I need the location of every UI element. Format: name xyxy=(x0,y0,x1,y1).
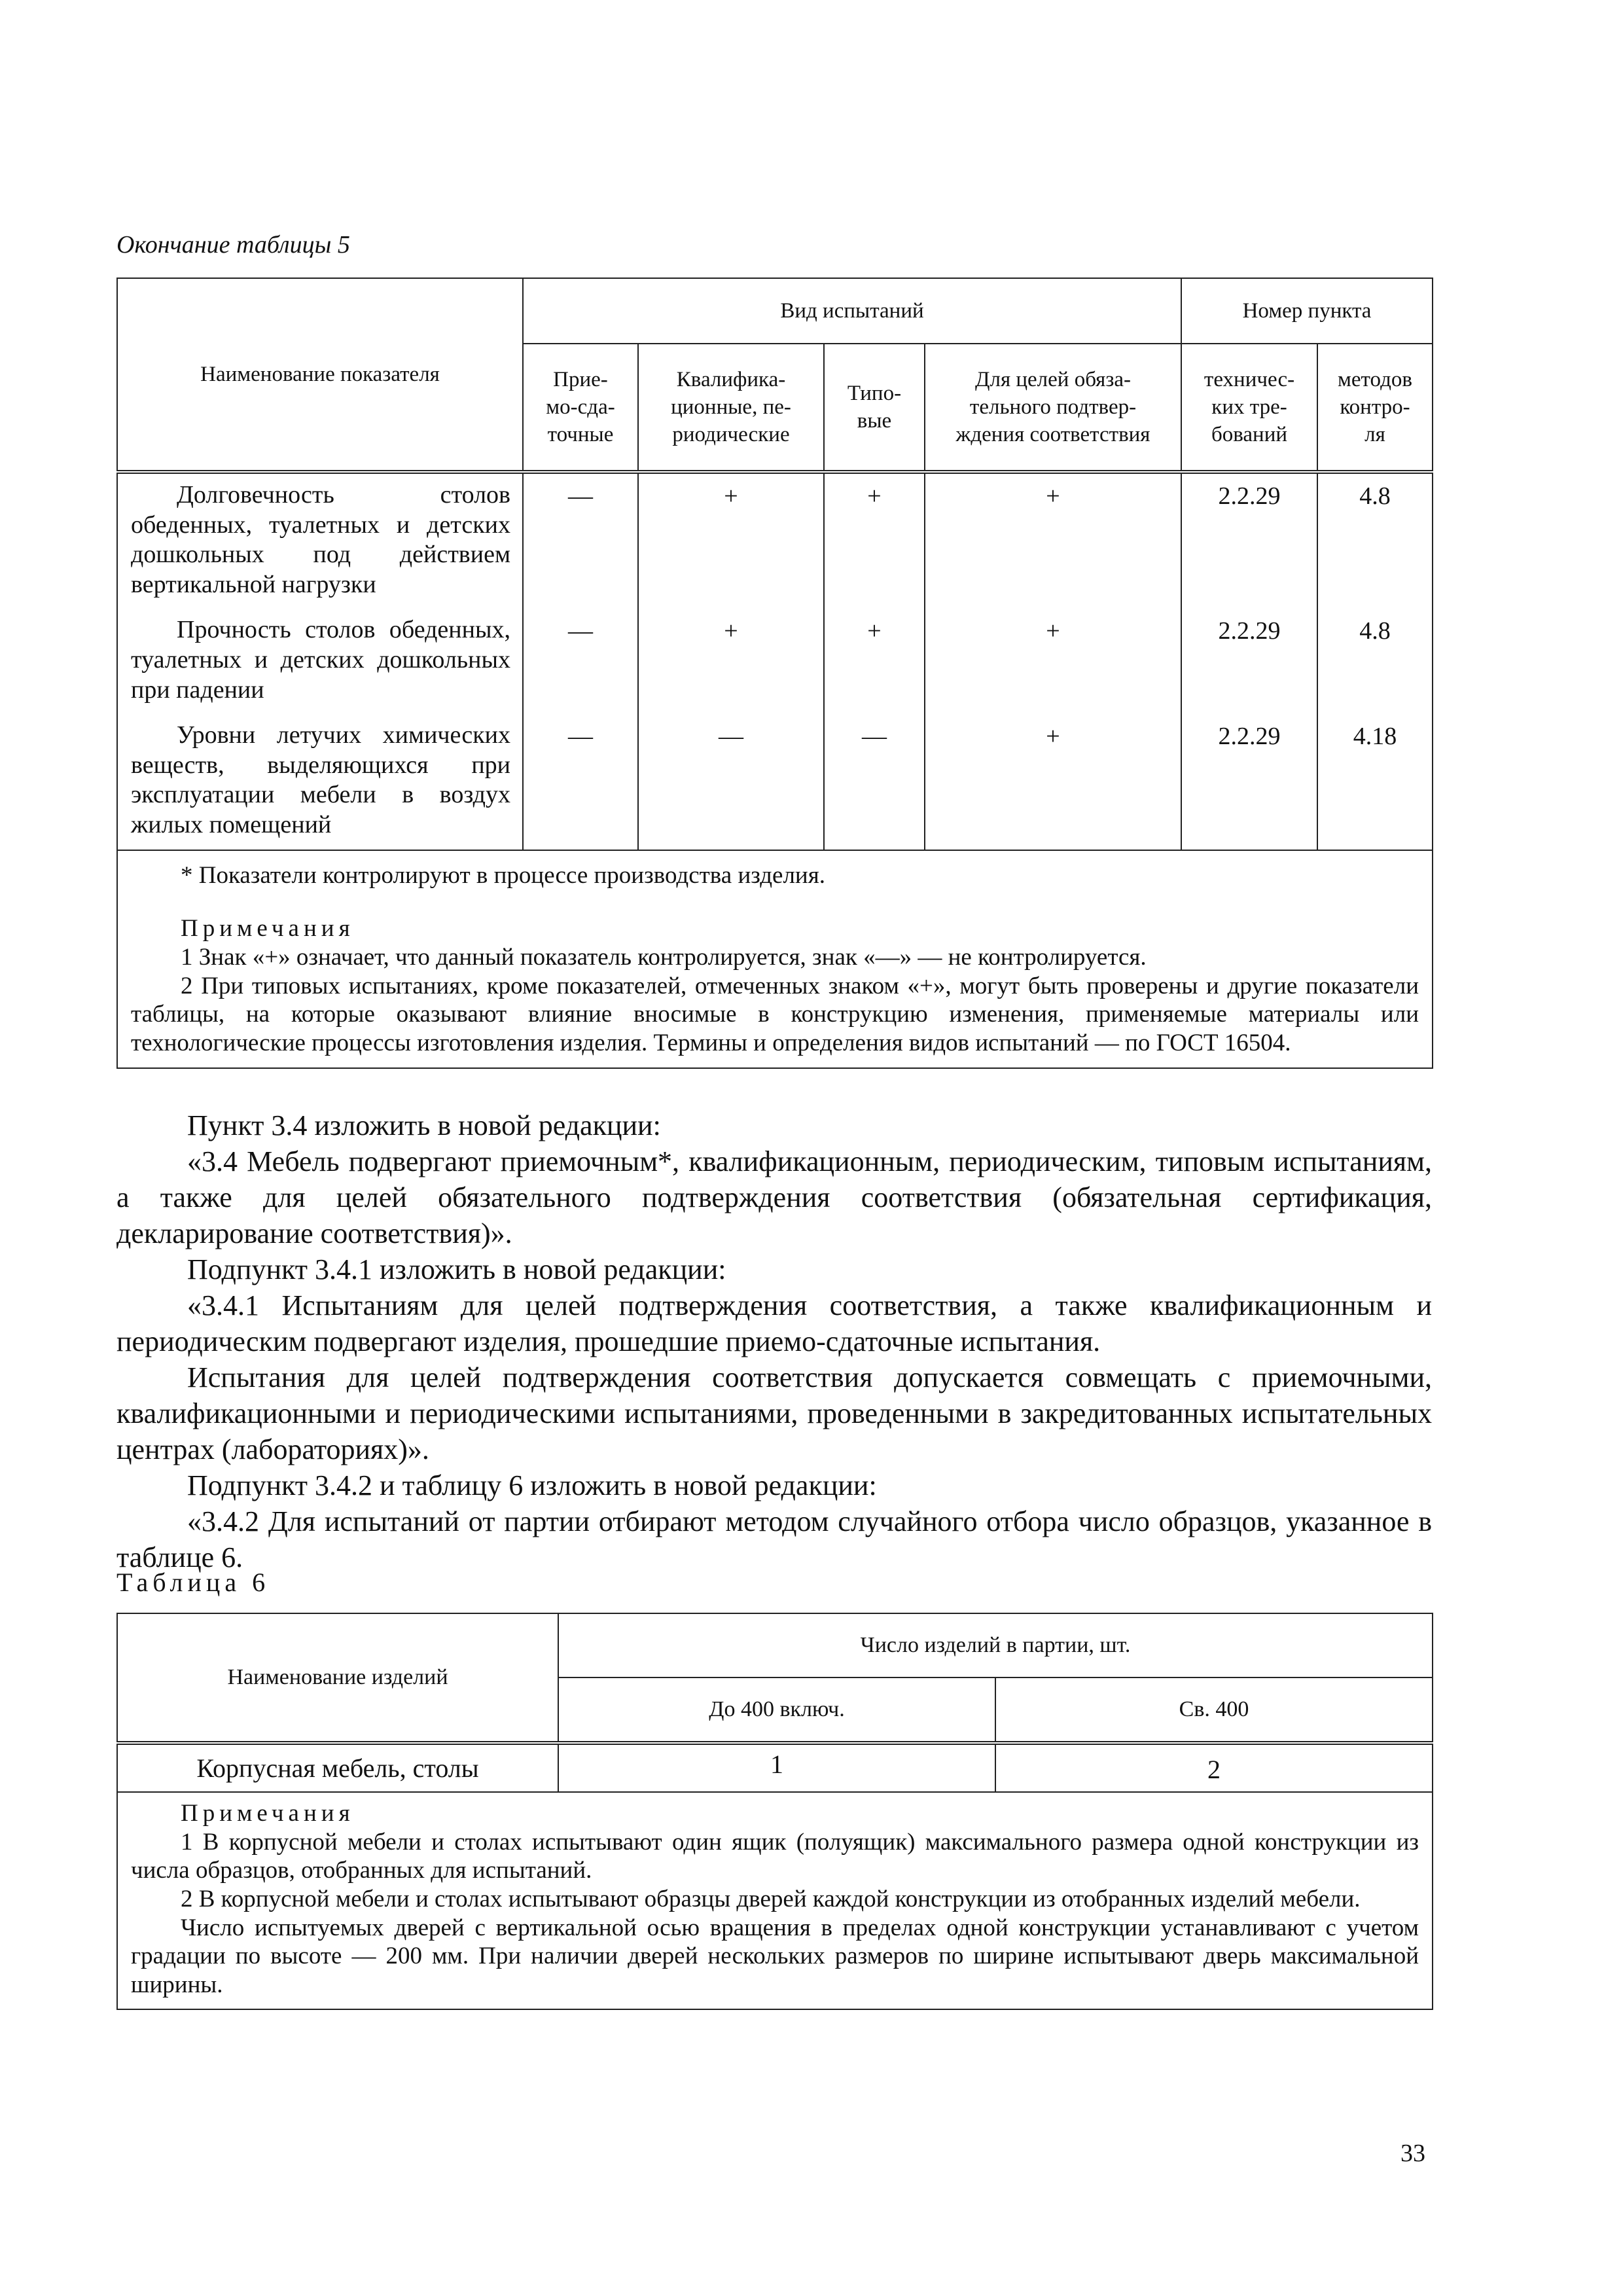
table6-notes xyxy=(117,1792,1433,2009)
row-name: Прочность столов обеденных, туалетных и детских дошкольных при падении xyxy=(131,616,510,704)
note-1: 1 Знак «+» означает, что данный показатель контролируется, знак «—» — не контролируется. xyxy=(181,943,1147,971)
paragraph: Пункт 3.4 изложить в новой редакции: xyxy=(187,1109,661,1141)
cell-typical: + xyxy=(824,472,925,609)
cell-qualification: + xyxy=(638,472,824,609)
body-text xyxy=(116,1107,1432,1575)
cell-qualification: — xyxy=(638,714,824,850)
header-acceptance: Прие- мо-сда- точные xyxy=(523,344,638,472)
paragraph: Испытания для целей подтверждения соответствия допускается совмещать с приемочными, квалификационными и периодическими испытаниями, проведенными в закредитованных испытательных центрах (лабораториях)». xyxy=(116,1361,1432,1465)
paragraph: «3.4.2 Для испытаний от партии отбирают методом случайного отбора число образцов, указанное в таблице 6. xyxy=(116,1505,1432,1573)
header-mandatory: Для целей обяза- тельного подтвер- ждения соответствия xyxy=(925,344,1181,472)
table-6 xyxy=(116,1613,1433,2010)
header-clause-number: Номер пункта xyxy=(1181,278,1433,344)
row-name: Корпусная мебель, столы xyxy=(117,1743,558,1792)
paragraph: Подпункт 3.4.2 и таблицу 6 изложить в новой редакции: xyxy=(187,1469,877,1501)
footnote: * Показатели контролируют в процессе производства изделия. xyxy=(181,861,825,889)
header-quantity-group: Число изделий в партии, шт. xyxy=(558,1613,1433,1677)
table5-caption: Окончание таблицы 5 xyxy=(116,231,350,259)
note-2: 2 В корпусной мебели и столах испытывают образцы дверей каждой конструкции из отобранных изделий мебели. xyxy=(181,1885,1361,1912)
cell-tech-req: 2.2.29 xyxy=(1181,472,1317,609)
cell-methods: 4.8 xyxy=(1317,609,1433,714)
cell-mandatory: + xyxy=(925,609,1181,714)
header-tech-req: техничес- ких тре- бований xyxy=(1181,344,1317,472)
header-test-type: Вид испытаний xyxy=(523,278,1181,344)
paragraph: «3.4 Мебель подвергают приемочным*, квалификационным, периодическим, типовым испытаниям, а также для целей обязательного подтверждения соответствия (обязательная сертификация, декларирование соответствия)». xyxy=(116,1145,1432,1249)
header-methods: методов контро- ля xyxy=(1317,344,1433,472)
cell-methods: 4.8 xyxy=(1317,472,1433,609)
cell-mandatory: + xyxy=(925,714,1181,850)
table5-notes xyxy=(117,850,1433,1069)
paragraph: «3.4.1 Испытаниям для целей подтверждения соответствия, а также квалификационным и периодическим подвергают изделия, прошедшие приемо-сдаточные испытания. xyxy=(116,1289,1432,1357)
paragraph: Подпункт 3.4.1 изложить в новой редакции: xyxy=(187,1253,726,1285)
cell-qualification: + xyxy=(638,609,824,714)
row-name: Долговечность столов обеденных, туалетных и детских дошкольных под действием вертикальной нагрузки xyxy=(131,481,510,598)
header-over-400: Св. 400 xyxy=(995,1677,1433,1743)
cell-typical: + xyxy=(824,609,925,714)
cell-tech-req: 2.2.29 xyxy=(1181,609,1317,714)
header-qualification: Квалифика- ционные, пе- риодические xyxy=(638,344,824,472)
table-row xyxy=(117,714,1433,850)
cell-acceptance: — xyxy=(523,714,638,850)
cell-acceptance: — xyxy=(523,472,638,609)
page-number: 33 xyxy=(1400,2140,1425,2167)
cell-methods: 4.18 xyxy=(1317,714,1433,850)
header-typical: Типо- вые xyxy=(824,344,925,472)
table-row xyxy=(117,609,1433,714)
note-2: 2 При типовых испытаниях, кроме показателей, отмеченных знаком «+», могут быть проверены и другие показатели таблицы, на которые оказывают влияние вносимые в конструкцию изменения, применяемые материалы или технологические процессы изготовления изделия. Термины и определения видов испытаний — по ГОСТ 16504. xyxy=(131,972,1419,1056)
cell-mandatory: + xyxy=(925,472,1181,609)
note-3: Число испытуемых дверей с вертикальной осью вращения в пределах одной конструкции устанавливают с учетом градации по высоте — 200 мм. При наличии дверей нескольких размеров по ширине испытывают дверь максимальной ширины. xyxy=(131,1914,1419,1998)
cell-acceptance: — xyxy=(523,609,638,714)
header-name: Наименование показателя xyxy=(117,278,523,472)
note-1: 1 В корпусной мебели и столах испытывают один ящик (полуящик) максимального размера одной конструкции из числа образцов, отобранных для испытаний. xyxy=(131,1828,1419,1884)
cell-over-400: 2 xyxy=(995,1743,1433,1792)
row-name: Уровни летучих химических веществ, выделяющихся при эксплуатации мебели в воздух жилых помещений xyxy=(131,721,510,838)
cell-typical: — xyxy=(824,714,925,850)
table-row xyxy=(117,1743,1433,1792)
header-product-name: Наименование изделий xyxy=(117,1613,558,1743)
cell-tech-req: 2.2.29 xyxy=(1181,714,1317,850)
table-row xyxy=(117,472,1433,609)
notes-title: Примечания xyxy=(181,1800,355,1827)
header-up-to-400: До 400 включ. xyxy=(558,1677,995,1743)
notes-title: Примечания xyxy=(181,915,355,942)
table-5 xyxy=(116,278,1433,1069)
cell-up-to-400: 1 xyxy=(558,1743,995,1792)
table6-caption: Таблица 6 xyxy=(116,1568,270,1597)
